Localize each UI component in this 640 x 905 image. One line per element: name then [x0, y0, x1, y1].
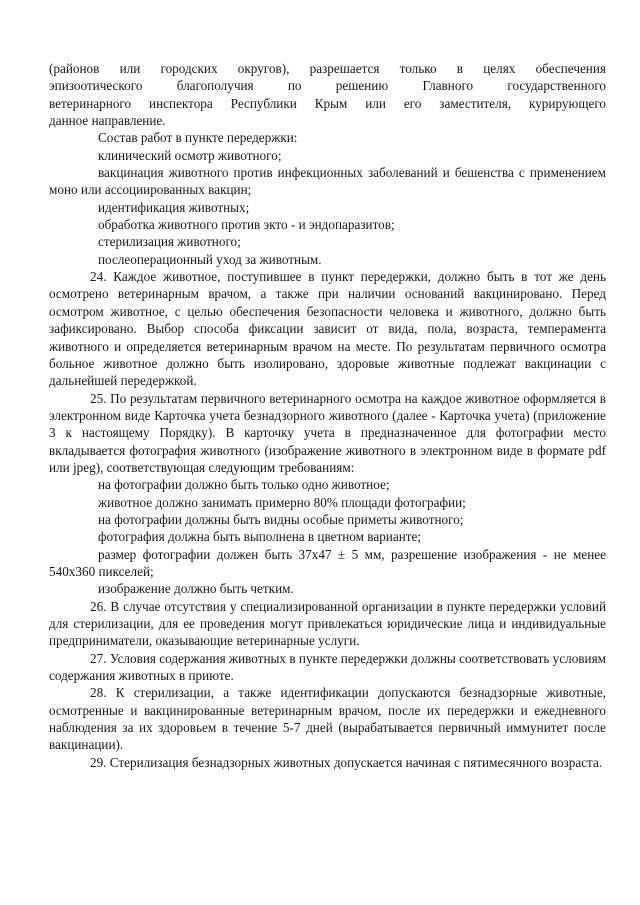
paragraph-27: 27. Условия содержания животных в пункте передержки должны соответствовать условиям содержания животных в приюте. — [49, 650, 606, 684]
intro-line-3: ветеринарного инспектора Республики Крым или его заместителя, курирующего — [49, 95, 606, 111]
intro-line-1: (районов или городских округов), разрешается только в целях обеспечения — [49, 61, 606, 76]
intro-line-4: данное направление. — [49, 113, 166, 129]
paragraph-24: 24. Каждое животное, поступившее в пункт передержки, должно быть в тот же день осмотрено ветеринарным врачом, а также при наличии оснований вакцинировано. Перед осмотром животное, с целью обеспечения безопасности человека и животного, должно быть зафиксировано. Выбор способа фиксации зависит от вида, пола, возраста, темперамента животного и определяется ветеринарным врачом на месте. По результатам первичного осмотра больное животное должно быть изолировано, здоровые животные подлежат вакцинации с дальнейшей передержкой. — [49, 269, 606, 389]
works-item: послеоперационный уход за животным. — [98, 251, 322, 267]
requirement-item: на фотографии должны быть видны особые приметы животного; — [98, 511, 464, 527]
requirement-item: изображение должно быть четким. — [98, 581, 294, 597]
requirement-item: животное должно занимать примерно 80% площади фотографии; — [98, 494, 466, 510]
works-item: вакцинация животного против инфекционных заболеваний и бешенства с применением моно или ассоциированных вакцин; — [49, 165, 606, 198]
works-item: клинический осмотр животного; — [98, 147, 282, 163]
works-item: идентификация животных; — [98, 199, 250, 215]
paragraph-25: 25. По результатам первичного ветеринарного осмотра на каждое животное оформляется в электронном виде Карточка учета безнадзорного животного (далее - Карточка учета) (приложение 3 к настоящему Порядку). В карточку учета в предназначенное для фотографии место вкладывается фотография животного (изображение животного в электронном виде в формате pdf или jpeg), соответствующая следующим требованиям: — [49, 390, 606, 475]
paragraph-28: 28. К стерилизации, а также идентификации допускаются безнадзорные животные, осмотренные и вакцинированные ветеринарным врачом, после их передержки и ежедневного наблюдения за их здоровьем в течение 5-7 дней (вырабатывается первичный иммунитет после вакцинации). — [49, 685, 606, 753]
works-item: стерилизация животного; — [98, 234, 241, 250]
intro-line-2: эпизоотического благополучия по решению Главного государственного — [49, 78, 606, 94]
works-item: обработка животного против экто - и эндопаразитов; — [98, 217, 395, 233]
works-heading: Состав работ в пункте передержки: — [98, 130, 298, 146]
paragraph-29: 29. Стерилизация безнадзорных животных допускается начиная с пятимесячного возраста. — [90, 754, 603, 770]
paragraph-26: 26. В случае отсутствия у специализированной организации в пункте передержки условий для стерилизации, для ее проведения могут привлекаться юридические лица и индивидуальные предприниматели, оказывающие ветеринарные услуги. — [49, 598, 606, 649]
requirement-item: размер фотографии должен быть 37x47 ± 5 мм, разрешение изображения - не менее 540x360 пикселей; — [49, 546, 606, 579]
requirement-item: на фотографии должно быть только одно животное; — [98, 477, 390, 493]
requirement-item: фотография должна быть выполнена в цветном варианте; — [98, 529, 422, 545]
